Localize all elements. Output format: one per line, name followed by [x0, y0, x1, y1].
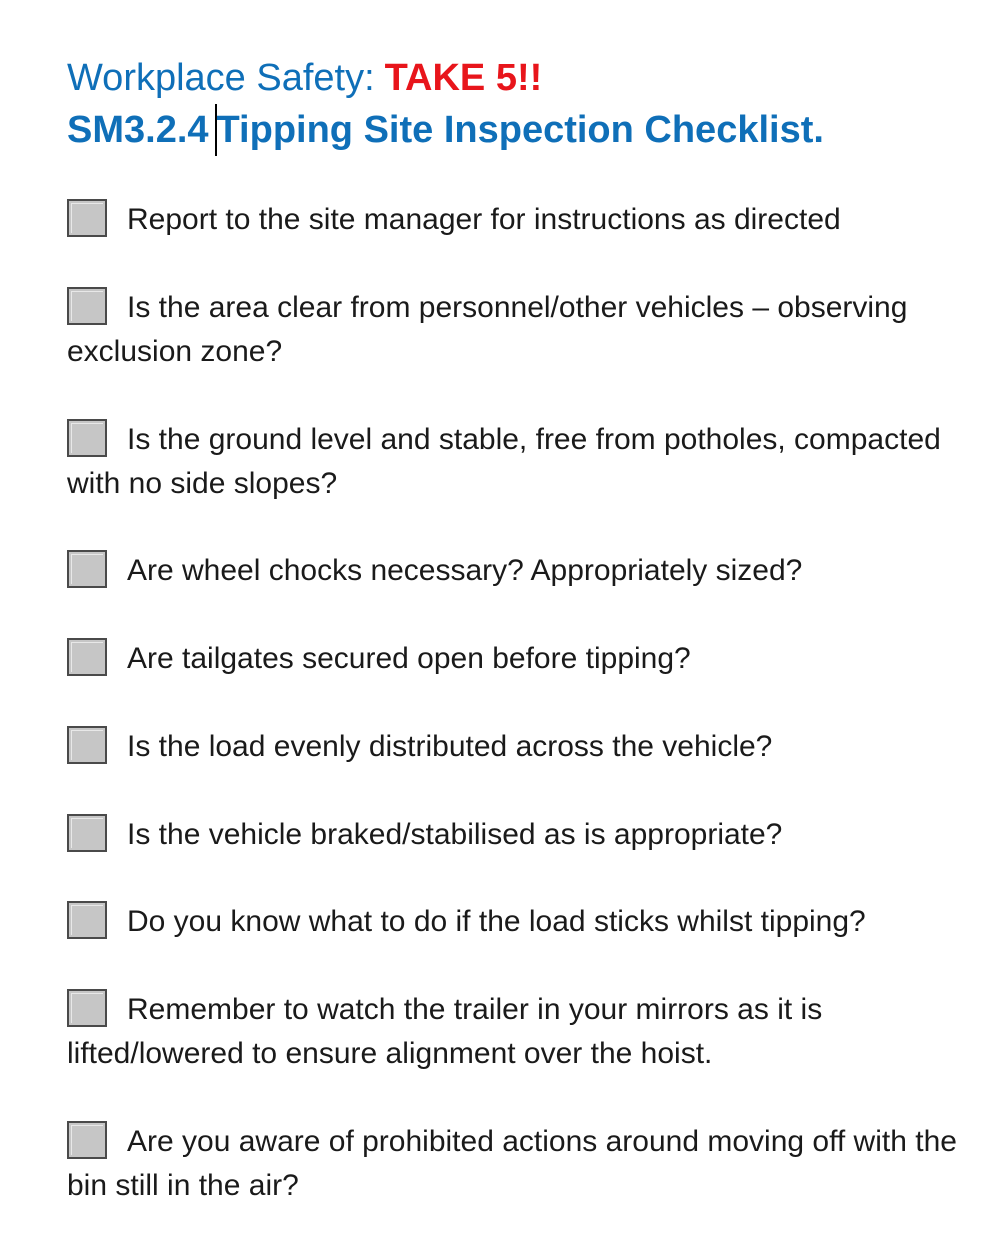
subtitle-text: Tipping Site Inspection Checklist. — [216, 109, 824, 151]
checkbox[interactable] — [67, 726, 107, 764]
checkbox[interactable] — [67, 638, 107, 676]
checklist-item — [67, 418, 967, 506]
checklist-item — [67, 900, 967, 944]
checklist-item — [67, 988, 967, 1076]
checklist-item — [67, 1120, 967, 1208]
checklist-item — [67, 198, 967, 242]
checklist-item — [67, 637, 967, 681]
checklist-item-label: Is the vehicle braked/stabilised as is appropriate? — [127, 818, 783, 851]
checkbox[interactable] — [67, 901, 107, 939]
checklist-item — [67, 549, 967, 593]
title-prefix: Workplace Safety: — [67, 57, 375, 99]
document-page — [67, 52, 967, 1202]
checklist-item-label: Do you know what to do if the load sticks whilst tipping? — [127, 905, 866, 938]
checkbox[interactable] — [67, 989, 107, 1027]
checklist-item — [67, 286, 967, 374]
checkbox[interactable] — [67, 199, 107, 237]
checkbox[interactable] — [67, 419, 107, 457]
checklist-item-label: Is the load evenly distributed across the vehicle? — [127, 730, 773, 763]
checkbox[interactable] — [67, 287, 107, 325]
checkbox[interactable] — [67, 814, 107, 852]
title-emphasis: TAKE 5!! — [384, 57, 543, 99]
checklist-item-label: Report to the site manager for instructions as directed — [127, 203, 841, 236]
checklist-item — [67, 725, 967, 769]
checklist-item-label: Are tailgates secured open before tipping? — [127, 642, 691, 675]
checklist-item — [67, 813, 967, 857]
checklist-item-label: Is the area clear from personnel/other vehicles – observing exclusion zone? — [67, 291, 908, 368]
checklist-item-label: Are wheel chocks necessary? Appropriately sized? — [127, 554, 803, 587]
document-code: SM3.2.4 — [67, 109, 209, 151]
checklist-item-label: Is the ground level and stable, free from potholes, compacted with no side slopes? — [67, 423, 941, 500]
checklist-item-label: Remember to watch the trailer in your mirrors as it is lifted/lowered to ensure alignment over the hoist. — [67, 993, 823, 1070]
checkbox[interactable] — [67, 1121, 107, 1159]
checkbox[interactable] — [67, 550, 107, 588]
page-subtitle — [67, 104, 967, 156]
page-title — [67, 52, 967, 104]
checklist-item-label: Are you aware of prohibited actions around moving off with the bin still in the air? — [67, 1125, 957, 1202]
